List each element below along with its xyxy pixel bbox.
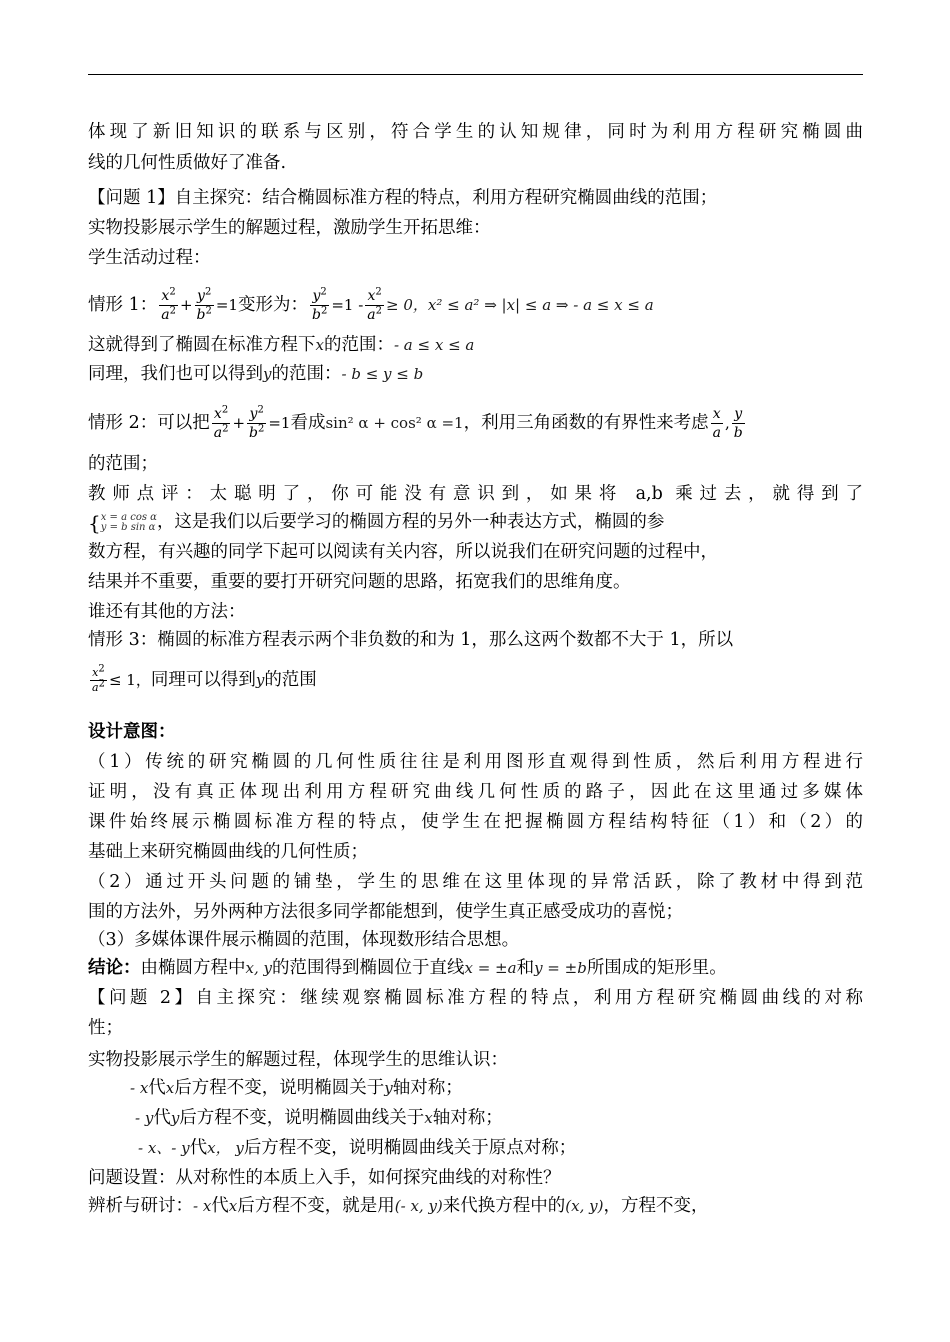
paragraph-line: 学生活动过程： bbox=[88, 248, 211, 268]
question-2-line: 性； bbox=[88, 1018, 123, 1038]
analysis-line bbox=[88, 1194, 708, 1218]
var-x: x bbox=[315, 336, 324, 354]
case-3-line: 情形 3：椭圆的标准方程表示两个非负数的和为 1，那么这两个数都不大于 1，所以 bbox=[88, 630, 734, 650]
conclusion-math: y = ±b bbox=[534, 959, 587, 977]
fraction-x2-a2: $\frac{x^2}{a^2}$ bbox=[213, 404, 229, 441]
case-1-mid: 变形为： bbox=[237, 295, 308, 315]
design-line: （3）多媒体课件展示椭圆的范围，体现数形结合思想。 bbox=[88, 930, 520, 950]
paragraph-line: 线的几何性质做好了准备. bbox=[88, 153, 287, 173]
equals-one: =1 bbox=[268, 414, 291, 432]
teacher-line: 结果并不重要，重要的要打开研究问题的思路，拓宽我们的思维角度。 bbox=[88, 572, 631, 592]
case-2-tail: 的范围； bbox=[88, 454, 158, 474]
case-3-text-2: 的范围 bbox=[264, 670, 317, 690]
case-2-line: 情形 2：可以把 $\frac{x^2}{a^2}$ + $\frac{y^2}{b^2}$ =1看成sin² α + cos² α =1，利用三角函数的有界性来考虑 $\frac{x}{a}$ , $\frac{y}{b}$ bbox=[88, 404, 743, 441]
sym-math: y bbox=[384, 1079, 393, 1097]
question-2-line: 【问题 2】自主探究：继续观察椭圆标准方程的特点，利用方程研究椭圆曲线的对称 bbox=[88, 988, 863, 1008]
conclusion-math: x, y bbox=[245, 959, 272, 977]
var-y: y bbox=[263, 365, 272, 383]
teacher-line: 数方程，有兴趣的同学下起可以阅读有关内容，所以说我们在研究问题的过程中， bbox=[88, 542, 718, 562]
teacher-line: 教师点评：太聪明了，你可能没有意识到，如果将 a,b 乘过去，就得到了 bbox=[88, 484, 863, 504]
analysis-text: ，方程不变， bbox=[603, 1196, 709, 1216]
equals-one-minus: =1 - bbox=[331, 296, 364, 314]
fraction-x-a: $\frac{x}{a}$ bbox=[712, 406, 721, 441]
sym-text: 代 bbox=[148, 1078, 166, 1098]
range-x-text: 这就得到了椭圆在标准方程下 bbox=[88, 335, 316, 355]
design-line: 围的方法外，另外两种方法很多同学都能想到，使学生真正感受成功的喜悦； bbox=[88, 902, 683, 922]
paragraph-line: 实物投影展示学生的解题过程，激励学生开拓思维： bbox=[88, 218, 491, 238]
design-title: 设计意图： bbox=[88, 722, 176, 742]
trig-identity: sin² α + cos² α =1 bbox=[325, 414, 464, 432]
teacher-line-param bbox=[88, 510, 664, 534]
case-1-derivation: ≥ 0，x² ≤ a² ⇒ |x| ≤ a ⇒ - a ≤ x ≤ a bbox=[386, 296, 654, 314]
fraction-x2-a2: $\frac{x^2}{a^2}$ bbox=[367, 286, 383, 323]
fraction-y2-b2: $\frac{y^2}{b^2}$ bbox=[311, 286, 328, 323]
header-rule bbox=[88, 74, 863, 75]
conclusion-text: 的范围得到椭圆位于直线 bbox=[271, 958, 465, 978]
analysis-text: 后方程不变，就是用 bbox=[237, 1196, 395, 1216]
sym-text: 后方程不变，说明椭圆曲线关于原点对称； bbox=[243, 1138, 577, 1158]
sym-text: 后方程不变，说明椭圆曲线关于 bbox=[179, 1108, 425, 1128]
fraction-x2-a2: $\frac{x^2}{a^2}$ bbox=[92, 663, 105, 694]
fraction-y-b: $\frac{y}{b}$ bbox=[733, 406, 743, 441]
symmetry-line bbox=[130, 1076, 463, 1100]
sym-math: - x、- y bbox=[138, 1139, 190, 1157]
other-method-line: 谁还有其他的方法： bbox=[88, 602, 246, 622]
analysis-math: x bbox=[228, 1197, 238, 1215]
design-line: （2）通过开头问题的铺垫，学生的思维在这里体现的异常活跃，除了教材中得到范 bbox=[88, 872, 863, 892]
range-y-math: - b ≤ y ≤ b bbox=[341, 365, 424, 383]
case-3-line-2 bbox=[88, 663, 317, 695]
analysis-math: - x bbox=[193, 1197, 212, 1215]
case-2-label: 情形 2：可以把 bbox=[88, 413, 210, 433]
analysis-math: (- x, y) bbox=[394, 1197, 443, 1215]
analysis-text: 来代换方程中的 bbox=[442, 1196, 566, 1216]
conclusion-math: x = ±a bbox=[464, 959, 517, 977]
sym-text: 轴对称； bbox=[392, 1078, 463, 1098]
fraction-y2-b2: $\frac{y^2}{b^2}$ bbox=[196, 286, 212, 323]
fraction-x2-a2: $\frac{x^2}{a^2}$ bbox=[161, 286, 176, 323]
range-x-math: - a ≤ x ≤ a bbox=[393, 336, 475, 354]
equals-one: =1 bbox=[215, 296, 238, 314]
param-eq-line-2: y = b sin α bbox=[100, 521, 156, 533]
fraction-y2-b2: $\frac{y^2}{b^2}$ bbox=[249, 404, 265, 441]
sym-math: x bbox=[424, 1109, 433, 1127]
parametric-equation bbox=[101, 513, 157, 533]
sym-text: 轴对称； bbox=[432, 1108, 503, 1128]
sym-math: x， y bbox=[207, 1139, 244, 1157]
symmetry-line bbox=[135, 1106, 503, 1130]
question-2-line: 实物投影展示学生的解题过程，体现学生的思维认识： bbox=[88, 1050, 508, 1070]
range-y-text: 同理，我们也可以得到 bbox=[88, 364, 263, 384]
teacher-line-text: ，这是我们以后要学习的椭圆方程的另外一种表达方式，椭圆的参 bbox=[156, 512, 665, 532]
sym-text: 后方程不变，说明椭圆关于 bbox=[174, 1078, 385, 1098]
sym-text: 代 bbox=[189, 1138, 208, 1158]
design-line: （1）传统的研究椭圆的几何性质往往是利用图形直观得到性质，然后利用方程进行 bbox=[88, 752, 863, 772]
design-line: 基础上来研究椭圆曲线的几何性质； bbox=[88, 842, 368, 862]
question-1-line: 【问题 1】自主探究：结合椭圆标准方程的特点，利用方程研究椭圆曲线的范围； bbox=[88, 188, 718, 208]
range-x-text2: 的范围： bbox=[323, 335, 394, 355]
param-eq-line-1: x = a cos α bbox=[100, 511, 157, 523]
case-1-line: 情形 1： $\frac{x^2}{a^2}$ + $\frac{y^2}{b^2}$ =1变形为： $\frac{y^2}{b^2}$ =1 - $\frac{x^2}{a^2}$ ≥ 0，x² ≤ a² ⇒ |x| ≤ a ⇒ - a ≤ x ≤ a bbox=[88, 286, 654, 323]
analysis-text: 代 bbox=[211, 1196, 229, 1216]
range-y-line bbox=[88, 362, 423, 386]
design-line: 证明，没有真正体现出利用方程研究曲线几何性质的路子，因此在这里通过多媒体 bbox=[88, 782, 863, 802]
conclusion-label: 结论： bbox=[88, 958, 141, 978]
sym-math: x bbox=[165, 1079, 175, 1097]
conclusion-text: 由椭圆方程中 bbox=[140, 958, 246, 978]
brace-icon: { bbox=[88, 510, 101, 535]
case-2-mid: 看成 bbox=[290, 413, 326, 433]
ineq-le-one: ≤ 1， bbox=[108, 671, 151, 689]
paragraph-line: 体现了新旧知识的联系与区别，符合学生的认知规律，同时为利用方程研究椭圆曲 bbox=[88, 122, 863, 142]
design-line: 课件始终展示椭圆标准方程的特点，使学生在把握椭圆方程结构特征（1）和（2）的 bbox=[88, 812, 863, 832]
range-x-line bbox=[88, 333, 474, 357]
question-setting-line: 问题设置：从对称性的本质上入手，如何探究曲线的对称性？ bbox=[88, 1168, 561, 1188]
conclusion-text: 和 bbox=[516, 958, 535, 978]
case-1-label: 情形 1： bbox=[88, 295, 158, 315]
conclusion-line bbox=[88, 956, 727, 980]
range-y-text2: 的范围： bbox=[271, 364, 342, 384]
case-3-text: 同理可以得到 bbox=[150, 670, 256, 690]
case-2-after: ，利用三角函数的有界性来考虑 bbox=[463, 413, 709, 433]
symmetry-line bbox=[138, 1136, 576, 1160]
analysis-text: 辨析与研讨： bbox=[88, 1196, 193, 1216]
conclusion-text: 所围成的矩形里。 bbox=[586, 958, 727, 978]
var-y: y bbox=[255, 671, 265, 689]
sym-math: y bbox=[170, 1109, 180, 1127]
analysis-math: (x, y) bbox=[565, 1197, 604, 1215]
sym-math: - y bbox=[135, 1109, 154, 1127]
sym-math: - x bbox=[130, 1079, 149, 1097]
sym-text: 代 bbox=[153, 1108, 171, 1128]
